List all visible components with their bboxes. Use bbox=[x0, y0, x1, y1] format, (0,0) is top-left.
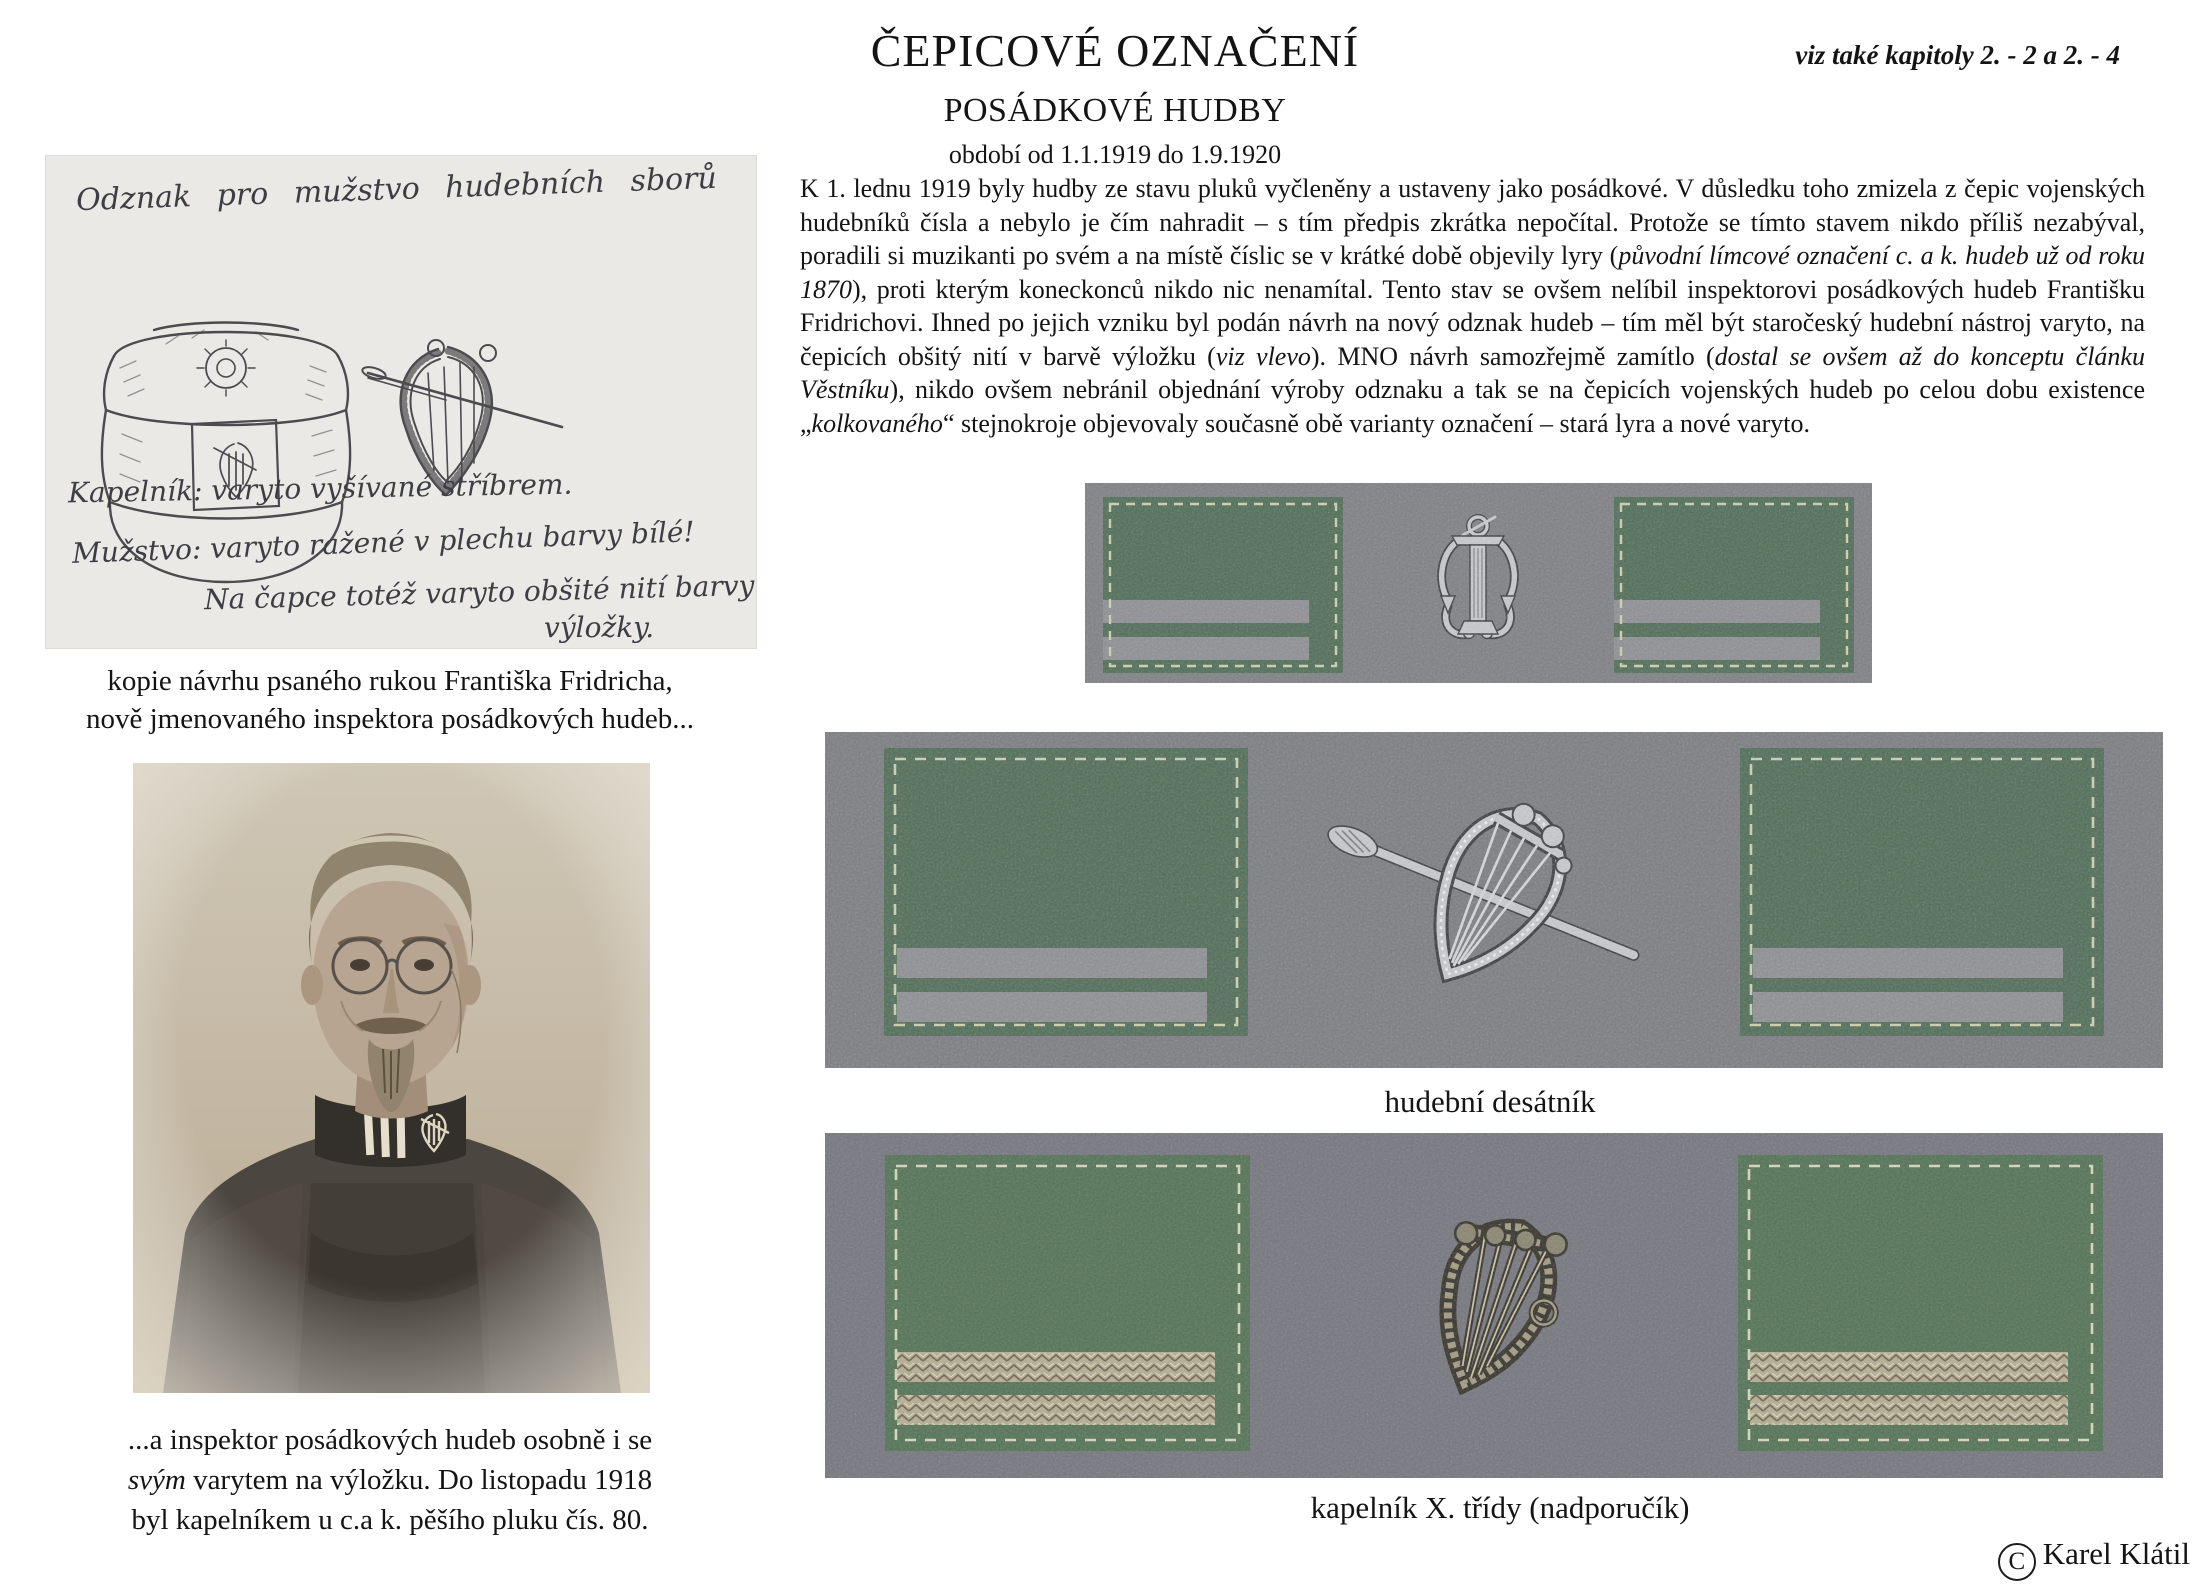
paragraph-segment: ), proti kterým koneckonců nikdo nic nenamítal. Tento stav se ovšem nelíbil inspektorovi posádkových hudeb Františku Fridrichovi. Ihned po jejich vzniku byl podán návrh na nový odznak hudeb – tím měl být staročeský hudební nástroj varyto, na čepicích obšitý nití v barvě výložku ( bbox=[800, 274, 2145, 371]
manuscript-figure bbox=[45, 155, 757, 649]
paragraph-segment: dostal se ovšem až do konceptu článku Věstníku bbox=[800, 341, 2145, 404]
chapter-reference-note: viz také kapitoly 2. - 2 a 2. - 4 bbox=[1795, 40, 2120, 70]
portrait-caption-line: svým varytem na výložku. Do listopadu 1918 bbox=[127, 1464, 653, 1496]
figure-caption-kapelnik: kapelník X. třídy (nadporučík) bbox=[1310, 1490, 1690, 1525]
patch-photo-lyra-image bbox=[1085, 483, 1872, 683]
patch-photo-kapelnik bbox=[825, 1133, 2163, 1478]
paragraph-segment: původní límcové označení c. a k. hudeb už od roku 1870 bbox=[800, 241, 2145, 304]
patch-photo-desatnik bbox=[825, 732, 2163, 1068]
manuscript-line: Na čapce totéž varyto obšité nití barvy bbox=[203, 568, 755, 617]
patch-photo-desatnik-image bbox=[825, 732, 2163, 1068]
figure-caption-desatnik: hudební desátník bbox=[1384, 1084, 1596, 1119]
copyright-line bbox=[1900, 1536, 2190, 1581]
manuscript-line: Mužstvo: varyto ražené v plechu barvy bílé! bbox=[71, 515, 696, 570]
copyright-icon: C bbox=[1998, 1543, 2036, 1581]
manuscript-heading: Odznak pro mužstvo hudebních sborů bbox=[75, 160, 718, 219]
manuscript-caption bbox=[70, 662, 710, 738]
page-title: ČEPICOVÉ OZNAČENÍ bbox=[870, 25, 1360, 76]
paragraph-segment: “ stejnokroje objevovaly současně obě varianty označení – stará lyra a nové varyto. bbox=[942, 408, 1811, 438]
patch-photo-kapelnik-image bbox=[825, 1133, 2163, 1478]
page-subtitle: POSÁDKOVÉ HUDBY bbox=[943, 92, 1287, 129]
paragraph-segment: viz vlevo bbox=[1215, 341, 1311, 371]
portrait-caption-line: byl kapelníkem u c.a k. pěšího pluku čís. 80. bbox=[131, 1504, 649, 1536]
paragraph-segment: ). MNO návrh samozřejmě zamítlo ( bbox=[1310, 341, 1715, 371]
portrait-photo bbox=[133, 763, 650, 1393]
copyright-holder: Karel Klátil bbox=[2042, 1536, 2190, 1571]
paragraph-segment: K 1. lednu 1919 byly hudby ze stavu pluků vyčleněny a ustaveny jako posádkové. V důsledku toho zmizela z čepic vojenských hudebníků čísla a nebylo je čím nahradit – s tím předpis zkrátka nepočítal. Protože se tímto stavem nikdo příliš nezabýval, poradili si muzikanti po svém a na místě číslic se v krátké době objevily lyry ( bbox=[800, 174, 2145, 270]
manuscript-caption-line: nově jmenovaného inspektora posádkových hudeb... bbox=[85, 703, 695, 735]
portrait-caption-line: ...a inspektor posádkových hudeb osobně i se bbox=[127, 1424, 653, 1456]
paragraph-segment: kolkovaného bbox=[811, 408, 943, 438]
portrait-caption bbox=[90, 1420, 690, 1540]
body-paragraph bbox=[800, 172, 2145, 440]
paragraph-segment: ), nikdo ovšem nebránil objednání výroby odznaku a tak se na čepicích vojenských hudeb po celou dobu existence „ bbox=[800, 375, 2145, 438]
period-line: období od 1.1.1919 do 1.9.1920 bbox=[948, 140, 1282, 169]
manuscript-line: Kapelník: varyto vyšívané stříbrem. bbox=[67, 467, 573, 510]
manuscript-caption-line: kopie návrhu psaného rukou Františka Fridricha, bbox=[107, 665, 673, 697]
manuscript-line: výložky. bbox=[544, 611, 655, 644]
patch-photo-lyra bbox=[1085, 483, 1872, 683]
portrait-image bbox=[133, 763, 650, 1393]
